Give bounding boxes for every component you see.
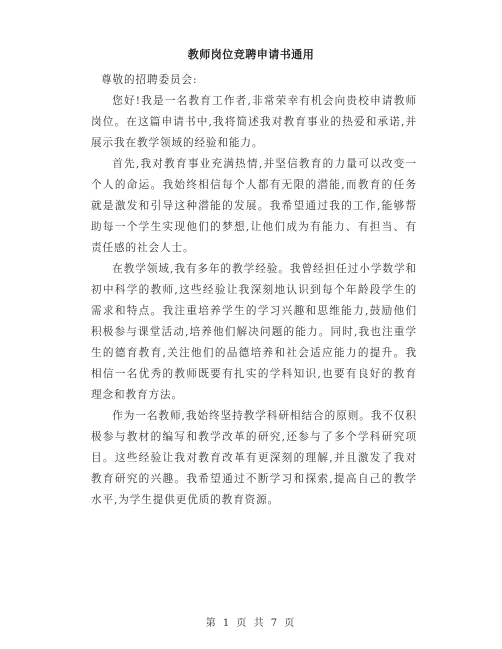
document-title: 教师岗位竞聘申请书通用	[187, 48, 315, 61]
paragraph-2: 首先,我对教育事业充满热情,并坚信教育的力量可以改变一个人的命运。我始终相信每个人都有无限的潜能,而教育的任务就是激发和引导这种潜能的发展。我希望通过我的工作,能够帮助每一个学生实现他们的梦想,让他们成为有能力、有担当、有责任感的社会人士。	[91, 158, 417, 254]
salutation: 尊敬的招聘委员会:	[101, 74, 198, 86]
paragraph-1: 您好!我是一名教育工作者,非常荣幸有机会向贵校申请教师岗位。在这篇申请书中,我将简述我对教育事业的热爱和承诺,并展示我在教学领域的经验和能力。	[91, 95, 417, 149]
page-number-footer: 第 1 页 共 7 页	[205, 618, 297, 629]
paragraph-4: 作为一名教师,我始终坚持教学科研相结合的原则。我不仅积极参与教材的编写和教学改革的研究,还参与了多个学科研究项目。这些经验让我对教育改革有更深刻的理解,并且激发了我对教育研究的兴趣。我希望通过不断学习和探索,提高自己的教学水平,为学生提供更优质的教育资源。	[91, 410, 417, 506]
paragraph-3: 在教学领域,我有多年的教学经验。我曾经担任过小学数学和初中科学的教师,这些经验让我深刻地认识到每个年龄段学生的需求和特点。我注重培养学生的学习兴趣和思维能力,鼓励他们积极参与课堂活动,培养他们解决问题的能力。同时,我也注重学生的德育教育,关注他们的品德培养和社会适应能力的提升。我相信一名优秀的教师既要有扎实的学科知识,也要有良好的教育理念和教育方法。	[91, 263, 417, 401]
document-body	[91, 70, 417, 511]
